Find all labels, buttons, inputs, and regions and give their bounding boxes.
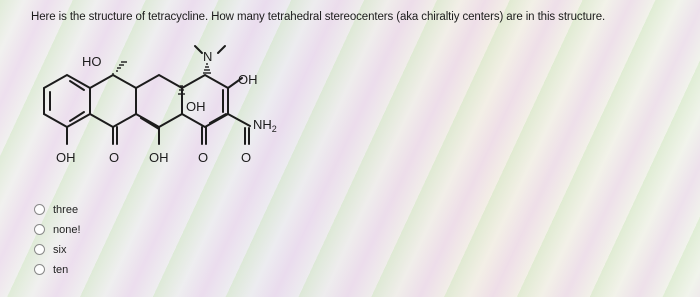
option-label: none!: [53, 223, 81, 236]
option-label: six: [53, 243, 67, 256]
radio-button[interactable]: [34, 224, 45, 235]
label-oh-bottom-left: OH: [56, 150, 76, 165]
option-none[interactable]: [34, 220, 81, 239]
radio-button[interactable]: [34, 244, 45, 255]
label-oh-right: OH: [238, 72, 258, 87]
label-oh-bottom-mid: OH: [149, 150, 169, 165]
label-n: N: [203, 49, 213, 64]
ring-b: [90, 75, 136, 127]
option-label: ten: [53, 263, 69, 276]
radio-button[interactable]: [34, 264, 45, 275]
label-ho-top: HO: [82, 54, 102, 69]
label-o-2: O: [198, 150, 209, 165]
label-o-1: O: [109, 150, 120, 165]
option-three[interactable]: [34, 200, 81, 219]
tetracycline-structure: [20, 28, 320, 178]
hashed-wedges: [113, 62, 211, 94]
option-ten[interactable]: [34, 260, 81, 279]
ring-bonds: [44, 46, 250, 144]
label-oh-mid: OH: [186, 99, 206, 114]
option-six[interactable]: [34, 240, 81, 259]
radio-button[interactable]: [34, 204, 45, 215]
label-o-3: O: [241, 150, 252, 165]
answer-options: [34, 200, 81, 280]
label-nh: $NH_2$: [253, 117, 277, 134]
option-label: three: [53, 203, 79, 216]
question-text: Here is the structure of tetracycline. How many tetrahedral stereocenters (aka chiraltiy centers) are in this structure.: [31, 11, 606, 23]
